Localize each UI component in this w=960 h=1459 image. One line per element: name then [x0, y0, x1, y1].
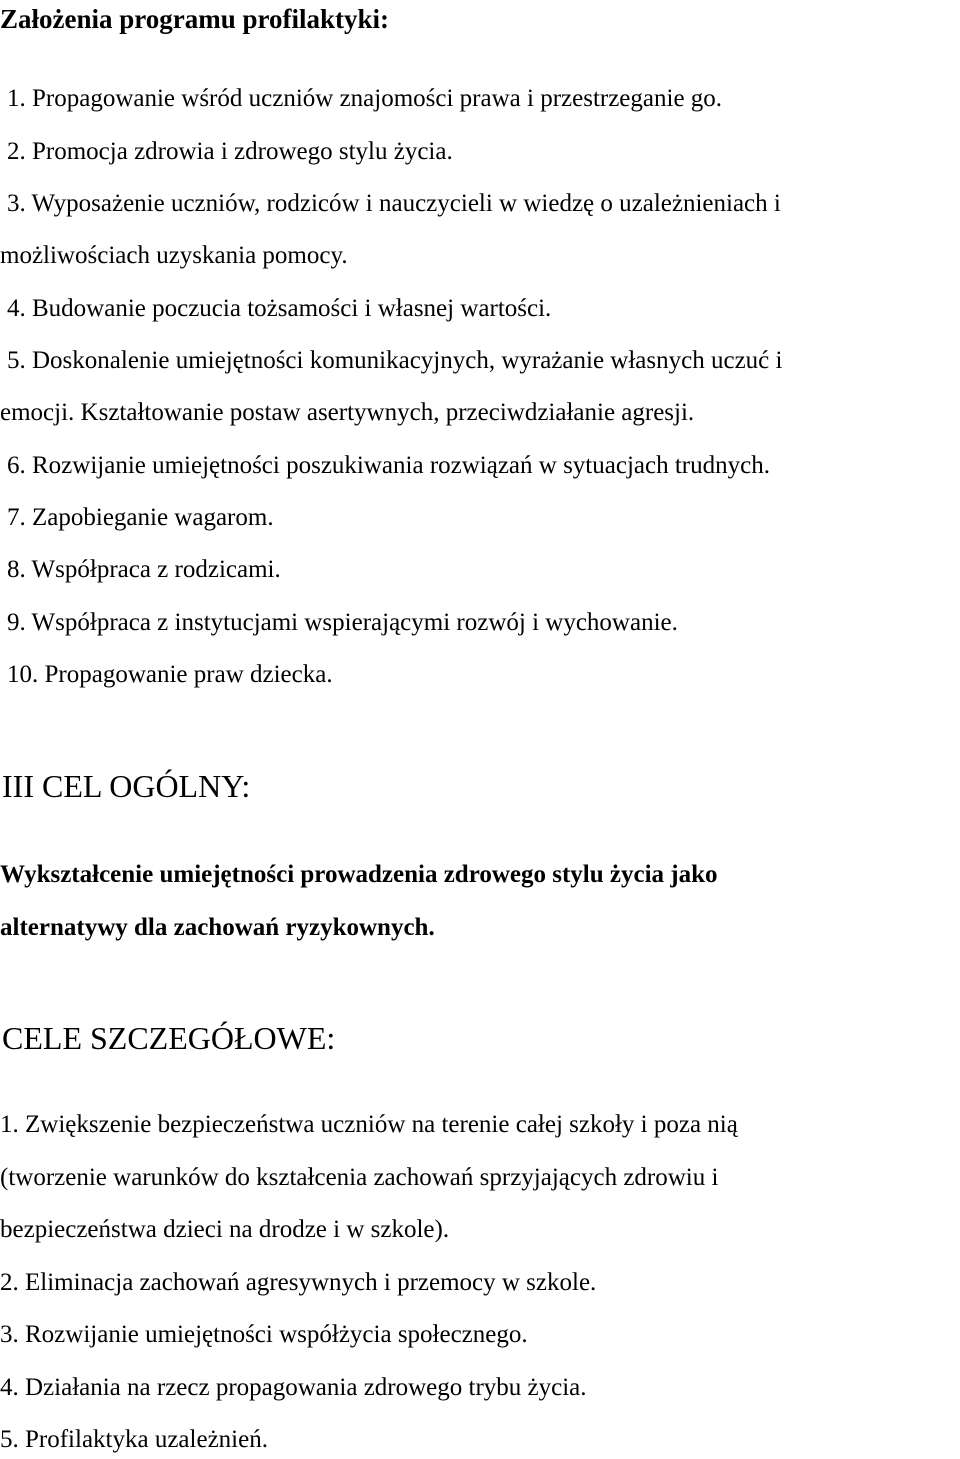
assumption-item-continuation: emocji. Kształtowanie postaw asertywnych, przeciwdziałanie agresji. [0, 399, 695, 426]
section-heading-general-goal: III CEL OGÓLNY: [2, 768, 251, 804]
assumption-item: 10. Propagowanie praw dziecka. [7, 661, 333, 688]
assumption-item: 2. Promocja zdrowia i zdrowego stylu życia. [7, 138, 453, 165]
assumption-item: 1. Propagowanie wśród uczniów znajomości prawa i przestrzeganie go. [7, 85, 723, 112]
assumption-item: 7. Zapobieganie wagarom. [7, 504, 274, 531]
assumption-item: 4. Budowanie poczucia tożsamości i własnej wartości. [7, 295, 552, 322]
general-goal-text: alternatywy dla zachowań ryzykownych. [0, 914, 435, 941]
section-heading-assumptions: Założenia programu profilaktyki: [0, 4, 390, 34]
assumption-item: 6. Rozwijanie umiejętności poszukiwania rozwiązań w sytuacjach trudnych. [7, 452, 770, 479]
specific-goal-item: 4. Działania na rzecz propagowania zdrowego trybu życia. [0, 1374, 587, 1401]
specific-goal-item-continuation: (tworzenie warunków do kształcenia zachowań sprzyjających zdrowiu i [0, 1164, 719, 1191]
section-heading-specific-goals: CELE SZCZEGÓŁOWE: [2, 1020, 336, 1056]
specific-goal-item: 1. Zwiększenie bezpieczeństwa uczniów na terenie całej szkoły i poza nią [0, 1111, 738, 1138]
specific-goal-item-continuation: bezpieczeństwa dzieci na drodze i w szkole). [0, 1216, 450, 1243]
assumption-item-continuation: możliwościach uzyskania pomocy. [0, 242, 348, 269]
assumption-item: 9. Współpraca z instytucjami wspierającymi rozwój i wychowanie. [7, 609, 678, 636]
specific-goal-item: 3. Rozwijanie umiejętności współżycia społecznego. [0, 1321, 528, 1348]
specific-goal-item: 5. Profilaktyka uzależnień. [0, 1426, 268, 1453]
specific-goal-item: 2. Eliminacja zachowań agresywnych i przemocy w szkole. [0, 1269, 597, 1296]
assumption-item: 5. Doskonalenie umiejętności komunikacyjnych, wyrażanie własnych uczuć i [7, 347, 783, 374]
assumption-item: 3. Wyposażenie uczniów, rodziców i nauczycieli w wiedzę o uzależnieniach i [7, 190, 781, 217]
assumption-item: 8. Współpraca z rodzicami. [7, 556, 281, 583]
general-goal-text: Wykształcenie umiejętności prowadzenia zdrowego stylu życia jako [0, 861, 718, 888]
